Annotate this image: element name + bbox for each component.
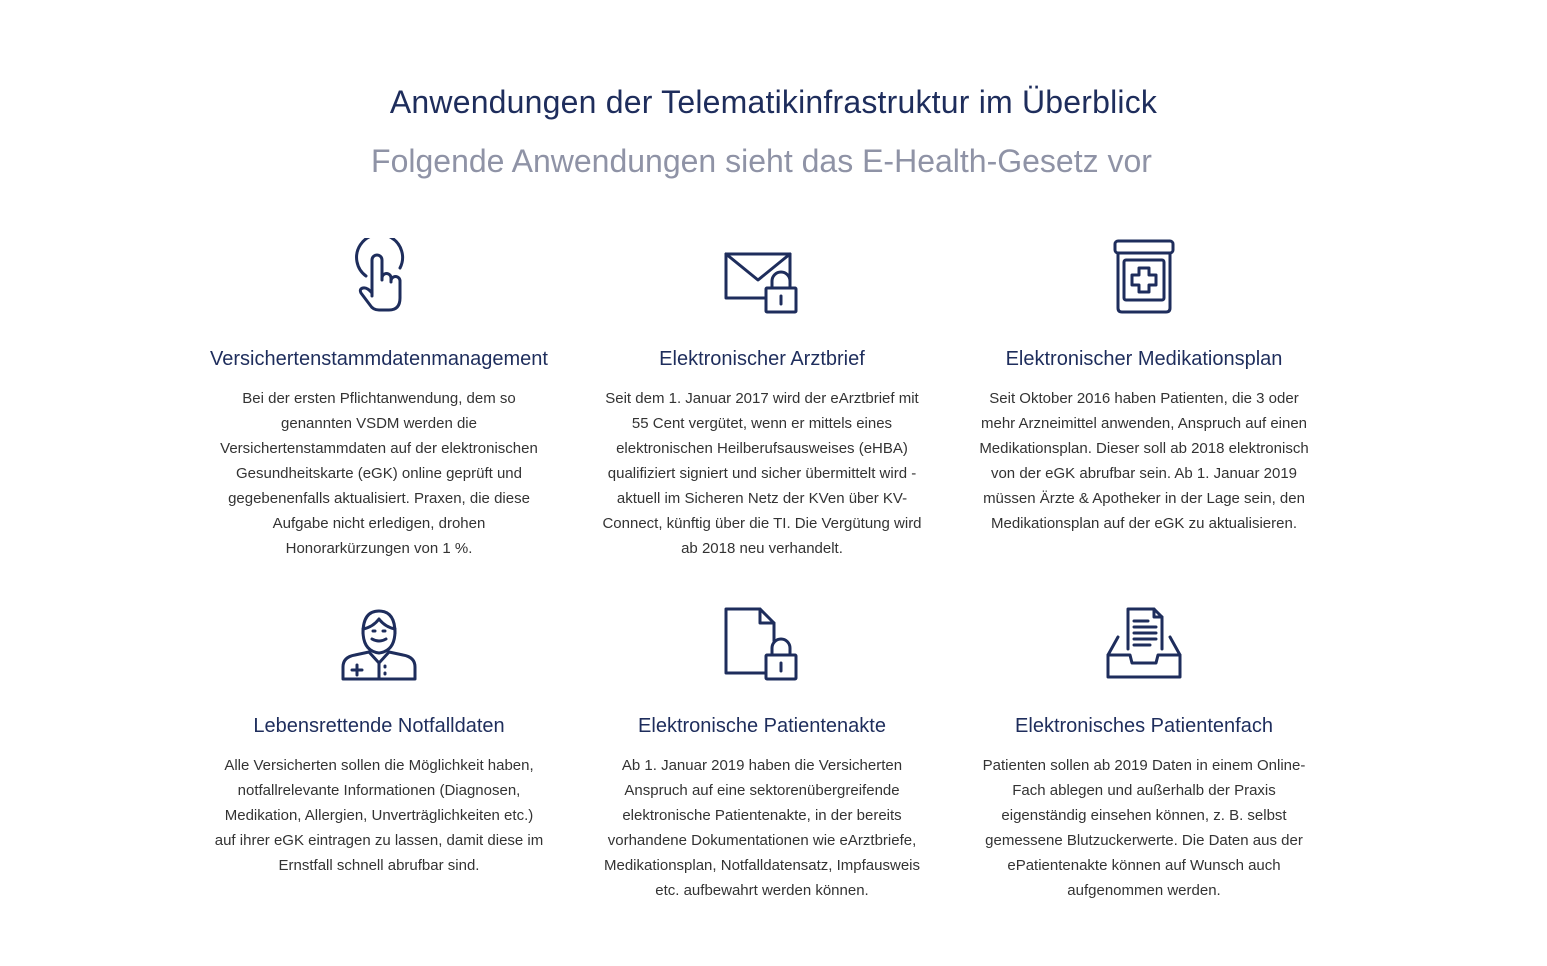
card-text: Bei der ersten Pflichtanwendung, dem so genannten VSDM werden die Versichertenstammdaten auf der elektronischen Gesundheitskarte (eGK) online geprüft und gegebenenfalls aktualisiert. Praxen, die diese Aufgabe nicht erledigen, drohen Honorarkürzungen von 1 %. [220, 390, 538, 557]
envelope-lock-icon [722, 238, 802, 318]
card-title: Lebensrettende Notfalldaten [253, 715, 505, 737]
card-title: Elektronisches Patientenfach [1015, 715, 1273, 737]
page-title: Anwendungen der Telematikinfrastruktur im Überblick [389, 84, 1158, 120]
card-title: Elektronischer Arztbrief [659, 348, 865, 370]
inbox-tray-icon [1104, 605, 1184, 685]
page-subtitle: Folgende Anwendungen sieht das E-Health-Gesetz vor [371, 143, 1152, 179]
medicine-jar-icon [1104, 238, 1184, 318]
card-text: Ab 1. Januar 2019 haben die Versicherten Anspruch auf eine sektorenübergreifende elektronische Patientenakte, in der bereits vorhandene Dokumentationen wie eArztbriefe, Medikationsplan, Notfalldatensatz, Impfausweis etc. aufbewahrt werden können. [604, 757, 920, 899]
document-lock-icon [722, 605, 802, 685]
card-text: Seit dem 1. Januar 2017 wird der eArztbrief mit 55 Cent vergütet, wenn er mittels eines elektronischen Heilberufsausweises (eHBA) qualifiziert signiert und sicher übermittelt wird - aktuell im Sicheren Netz der KVen über KV-Connect, künftig über die TI. Die Vergütung wird ab 2018 neu verhandelt. [602, 390, 922, 557]
card-title: Elektronische Patientenakte [638, 715, 886, 737]
card-text: Patienten sollen ab 2019 Daten in einem Online-Fach ablegen und außerhalb der Praxis eigenständig einsehen können, z. B. selbst gemessene Blutzuckerwerte. Die Daten aus der ePatientenakte können auf Wunsch auch aufgenommen werden. [982, 757, 1306, 899]
card-text: Seit Oktober 2016 haben Patienten, die 3 oder mehr Arzneimittel anwenden, Anspruch auf einen Medikationsplan. Dieser soll ab 2018 elektronisch von der eGK abrufbar sein. Ab 1. Januar 2019 müssen Ärzte & Apotheker in der Lage sein, den Medikationsplan auf der eGK zu aktualisieren. [979, 390, 1309, 532]
card-text: Alle Versicherten sollen die Möglichkeit haben, notfallrelevante Informationen (Diagnosen, Medikation, Allergien, Unverträglichkeiten etc.) auf ihrer eGK eintragen zu lassen, damit diese im Ernstfall schnell abrufbar sind. [214, 757, 544, 874]
touch-finger-icon [339, 238, 419, 318]
card-title: Elektronischer Medikationsplan [1005, 348, 1283, 370]
person-medical-icon [339, 605, 419, 685]
card-title: Versichertenstammdatenmanagement [210, 348, 548, 370]
